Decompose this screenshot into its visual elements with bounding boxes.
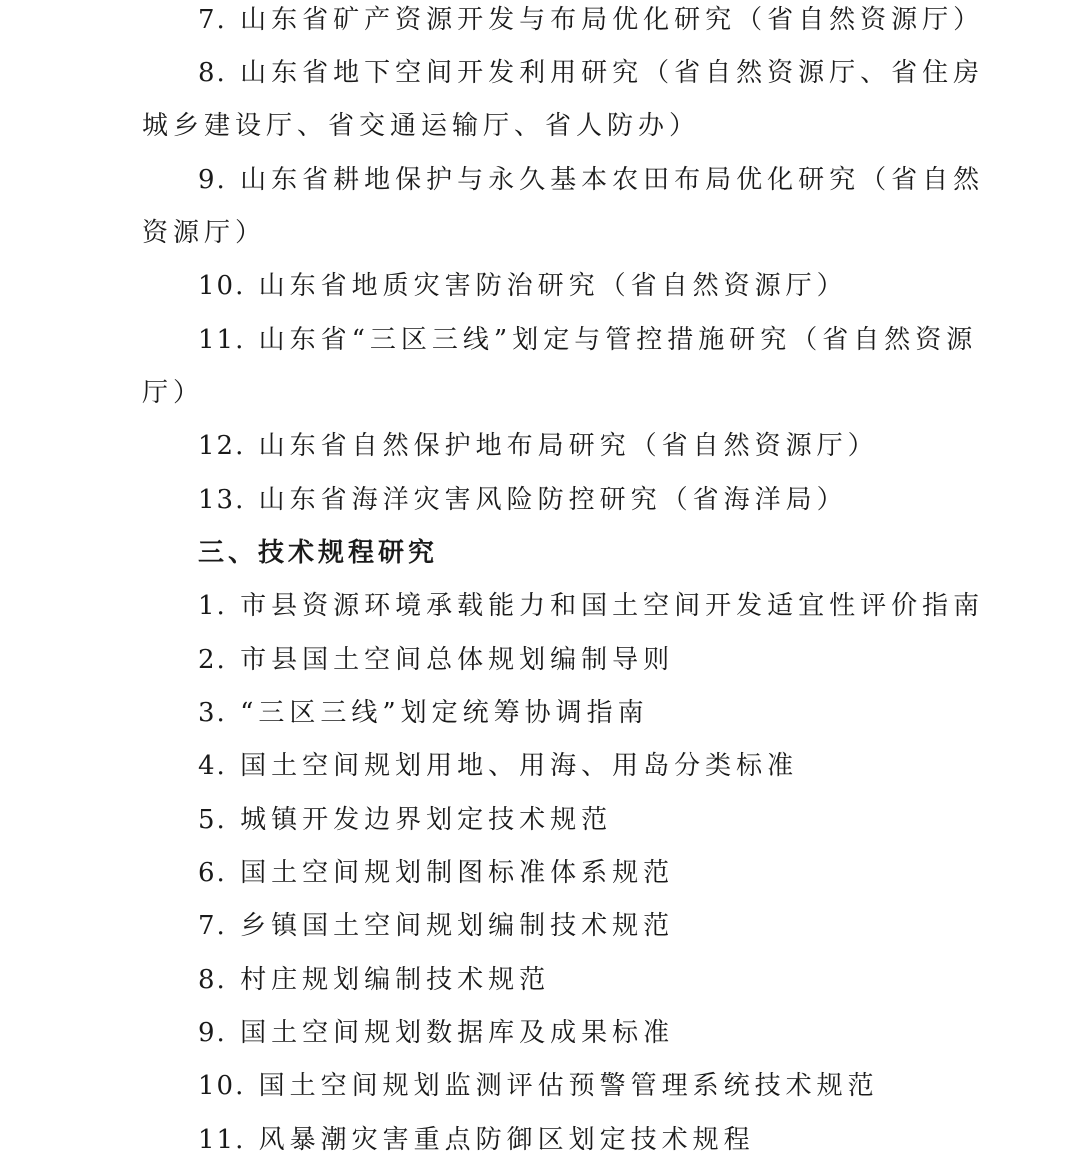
item-text: 国土空间规划用地、用海、用岛分类标准 — [240, 751, 799, 781]
item-number: 12. — [198, 431, 246, 461]
item-number: 7. — [198, 911, 227, 941]
item-number: 3. — [198, 698, 227, 728]
item-number: 10. — [198, 1071, 246, 1101]
list-item-s3-1 — [198, 586, 984, 626]
item-number: 9. — [198, 1018, 227, 1048]
item-text-continuation: 厅） — [142, 378, 205, 408]
item-text: 山东省海洋灾害风险防控研究（省海洋局） — [258, 485, 848, 515]
list-item-s3-7 — [198, 906, 674, 946]
item-number: 8. — [198, 58, 227, 88]
item-text: 国土空间规划数据库及成果标准 — [240, 1018, 675, 1048]
item-number: 11. — [198, 1125, 246, 1155]
list-item-s2-9 — [198, 160, 984, 200]
section-heading: 三、技术规程研究 — [198, 538, 439, 568]
item-number: 9. — [198, 165, 227, 195]
list-item-s2-11 — [198, 320, 977, 360]
item-number: 7. — [198, 5, 227, 35]
item-text: 山东省“三区三线”划定与管控措施研究（省自然资源 — [258, 325, 978, 355]
item-text: 山东省地下空间开发利用研究（省自然资源厅、省住房 — [240, 58, 985, 88]
item-text: 山东省地质灾害防治研究（省自然资源厅） — [258, 271, 848, 301]
item-number: 11. — [198, 325, 246, 355]
item-text: “三区三线”划定统筹协调指南 — [240, 698, 649, 728]
item-text: 乡镇国土空间规划编制技术规范 — [240, 911, 675, 941]
item-number: 6. — [198, 858, 227, 888]
list-item-s2-10 — [198, 266, 848, 306]
list-item-s2-11-continuation — [142, 373, 204, 413]
item-number: 5. — [198, 805, 227, 835]
list-item-s3-11 — [198, 1120, 755, 1160]
item-text: 市县资源环境承载能力和国土空间开发适宜性评价指南 — [240, 591, 985, 621]
item-number: 13. — [198, 485, 246, 515]
list-item-s3-10 — [198, 1066, 879, 1106]
item-text-continuation: 资源厅） — [142, 218, 267, 248]
item-text: 市县国土空间总体规划编制导则 — [240, 645, 675, 675]
item-text: 山东省矿产资源开发与布局优化研究（省自然资源厅） — [240, 5, 985, 35]
list-item-s2-12 — [198, 426, 879, 466]
item-text: 国土空间规划监测评估预警管理系统技术规范 — [258, 1071, 879, 1101]
item-number: 8. — [198, 965, 227, 995]
list-item-s2-9-continuation — [142, 213, 266, 253]
item-text: 国土空间规划制图标准体系规范 — [240, 858, 675, 888]
list-item-s3-8 — [198, 960, 550, 1000]
item-number: 10. — [198, 271, 246, 301]
item-number: 1. — [198, 591, 227, 621]
list-item-s3-3 — [198, 693, 649, 733]
list-item-s2-8 — [198, 53, 984, 93]
item-text: 山东省自然保护地布局研究（省自然资源厅） — [258, 431, 879, 461]
item-number: 2. — [198, 645, 227, 675]
list-item-s3-6 — [198, 853, 674, 893]
list-item-s2-13 — [198, 480, 848, 520]
item-text: 山东省耕地保护与永久基本农田布局优化研究（省自然 — [240, 165, 985, 195]
list-item-s2-8-continuation — [142, 106, 700, 146]
item-text: 风暴潮灾害重点防御区划定技术规程 — [258, 1125, 755, 1155]
item-text-continuation: 城乡建设厅、省交通运输厅、省人防办） — [142, 111, 701, 141]
list-item-s3-9 — [198, 1013, 674, 1053]
list-item-s3-2 — [198, 640, 674, 680]
item-text: 城镇开发边界划定技术规范 — [240, 805, 613, 835]
item-number: 4. — [198, 751, 227, 781]
item-text: 村庄规划编制技术规范 — [240, 965, 551, 995]
list-item-s3-4 — [198, 746, 798, 786]
list-item-s2-7 — [198, 0, 984, 40]
list-item-s3-5 — [198, 800, 612, 840]
